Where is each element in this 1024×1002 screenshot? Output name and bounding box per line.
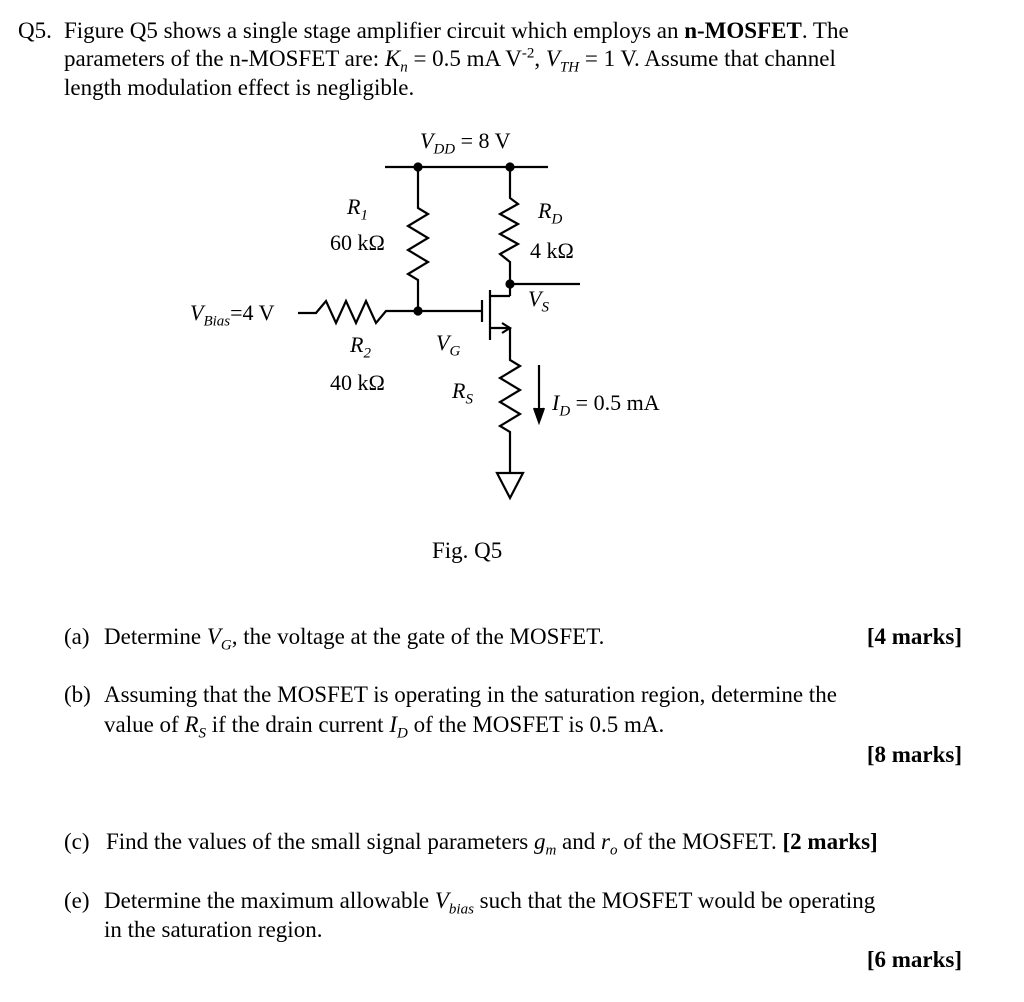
id-label: $I_D = 0.5$ mA — [552, 390, 660, 420]
vg-label: $V_G$ — [436, 330, 461, 360]
sep: , — [534, 46, 546, 71]
part-a-marks: [4 marks] — [866, 624, 962, 649]
rs-resistor — [500, 328, 520, 472]
vdd-label: $V_{DD} = 8$ V — [420, 128, 511, 158]
intro-text-end: . The — [801, 18, 849, 43]
part-a-text: Determine $V_G$, the voltage at the gate of the MOSFET. — [104, 624, 605, 654]
part-c-label: (c) — [64, 829, 90, 854]
figure-caption: Fig. Q5 — [432, 538, 503, 563]
r2-label: $R_2$ — [350, 332, 371, 362]
part-e-line2: in the saturation region. — [104, 917, 323, 942]
rd-label: $R_D$ — [538, 198, 563, 228]
part-b-line2: value of $R_S$ if the drain current $I_D$ of the MOSFET is 0.5 mA. — [104, 712, 665, 742]
kn-symbol: K — [384, 46, 401, 71]
vs-label: $V_S$ — [528, 286, 549, 316]
rs-label: $R_S$ — [452, 378, 473, 408]
vth-sub: TH — [559, 59, 580, 76]
vth-symbol: V — [545, 46, 560, 71]
part-c-text: Find the values of the small signal parameters $g_m$ and $r_o$ of the MOSFET. [2 marks] — [106, 829, 878, 859]
question-intro-line3: length modulation effect is negligible. — [64, 75, 415, 100]
part-e-label: (e) — [64, 888, 90, 913]
rd-resistor — [500, 167, 518, 284]
intro-text: Figure Q5 shows a single stage amplifier circuit which employs an — [64, 18, 685, 43]
vbias-label: $V_{Bias}=4$ V — [190, 300, 275, 330]
mosfet-bold: n-MOSFET — [684, 18, 802, 43]
r1-label: $R_1$ — [347, 194, 368, 224]
kn-value: = 0.5 mA V — [407, 46, 522, 71]
r2-value: 40 kΩ — [330, 370, 385, 395]
part-b-line1: Assuming that the MOSFET is operating in the saturation region, determine the — [104, 682, 837, 707]
ground-symbol — [497, 473, 523, 498]
part-e-marks: [6 marks] — [866, 947, 962, 972]
part-b-label: (b) — [64, 682, 91, 707]
r1-value: 60 kΩ — [330, 230, 385, 255]
params-text: parameters of the n-MOSFET are: — [64, 46, 385, 71]
kn-exp: -2 — [521, 45, 535, 62]
kn-sub: n — [400, 59, 408, 76]
part-b-marks: [8 marks] — [866, 742, 962, 767]
rd-value: 4 kΩ — [530, 238, 574, 263]
r1-resistor — [408, 167, 428, 311]
r2-resistor — [298, 301, 418, 323]
part-e-line1: Determine the maximum allowable $V_{bias}$ such that the MOSFET would be operating — [104, 888, 876, 918]
part-a-label: (a) — [64, 624, 90, 649]
question-number: Q5. — [18, 18, 52, 43]
vth-value: = 1 V. Assume that channel — [579, 46, 836, 71]
